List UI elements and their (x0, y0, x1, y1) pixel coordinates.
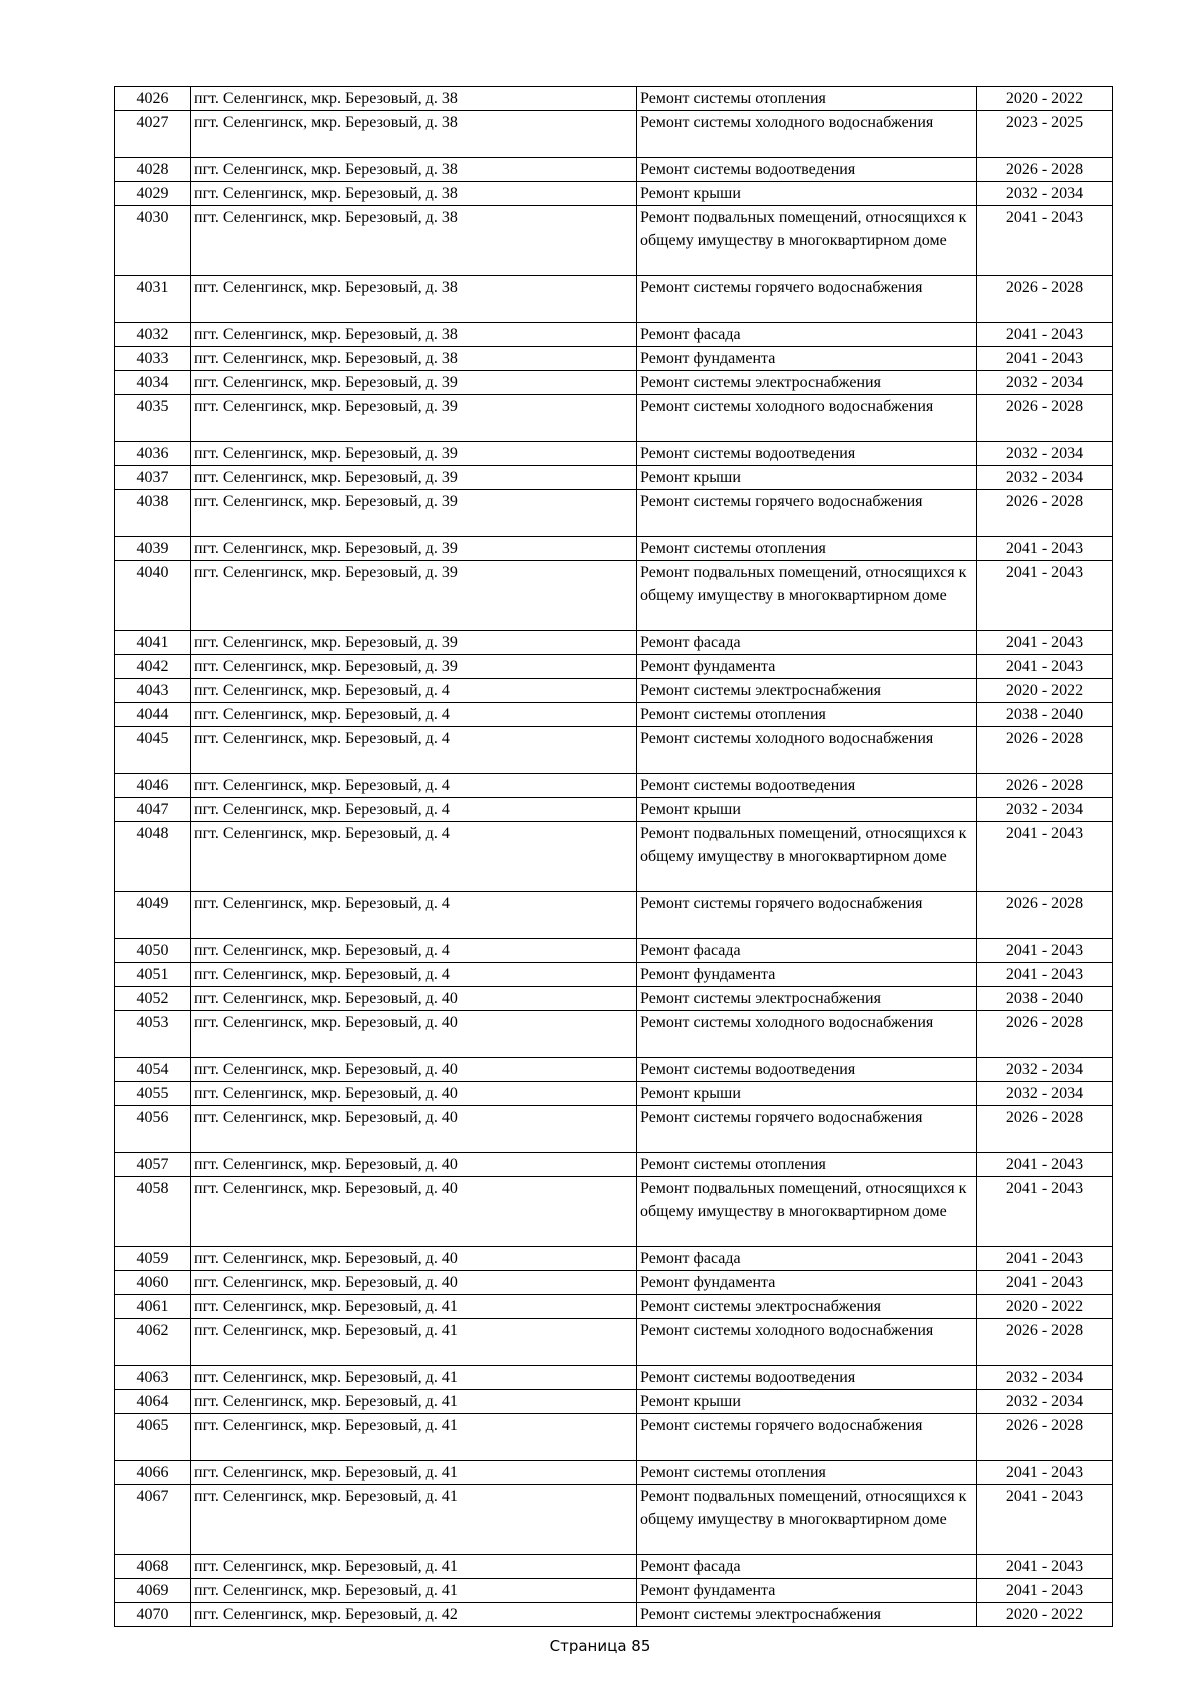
row-number-cell: 4027 (115, 111, 191, 158)
work-type-cell: Ремонт системы холодного водоснабжения (637, 727, 977, 774)
period-cell: 2032 - 2034 (977, 466, 1113, 490)
row-number-cell: 4044 (115, 703, 191, 727)
address-cell: пгт. Селенгинск, мкр. Березовый, д. 40 (191, 1177, 637, 1247)
address-cell: пгт. Селенгинск, мкр. Березовый, д. 40 (191, 987, 637, 1011)
address-cell: пгт. Селенгинск, мкр. Березовый, д. 38 (191, 87, 637, 111)
table-row (115, 892, 1113, 939)
work-type-cell: Ремонт системы водоотведения (637, 774, 977, 798)
period-cell: 2026 - 2028 (977, 490, 1113, 537)
row-number-cell: 4034 (115, 371, 191, 395)
table-row (115, 182, 1113, 206)
work-type-cell: Ремонт фундамента (637, 1579, 977, 1603)
table-row (115, 442, 1113, 466)
address-cell: пгт. Селенгинск, мкр. Березовый, д. 42 (191, 1603, 637, 1627)
period-cell: 2026 - 2028 (977, 158, 1113, 182)
table-row (115, 822, 1113, 892)
period-cell: 2023 - 2025 (977, 111, 1113, 158)
address-cell: пгт. Селенгинск, мкр. Березовый, д. 41 (191, 1319, 637, 1366)
work-type-cell: Ремонт подвальных помещений, относящихся к общему имуществу в многоквартирном доме (637, 1177, 977, 1247)
row-number-cell: 4035 (115, 395, 191, 442)
works-table (114, 86, 1113, 1627)
address-cell: пгт. Селенгинск, мкр. Березовый, д. 4 (191, 892, 637, 939)
period-cell: 2026 - 2028 (977, 1414, 1113, 1461)
work-type-cell: Ремонт крыши (637, 1082, 977, 1106)
row-number-cell: 4036 (115, 442, 191, 466)
period-cell: 2026 - 2028 (977, 1106, 1113, 1153)
row-number-cell: 4049 (115, 892, 191, 939)
period-cell: 2041 - 2043 (977, 347, 1113, 371)
table-row (115, 631, 1113, 655)
period-cell: 2026 - 2028 (977, 727, 1113, 774)
period-cell: 2041 - 2043 (977, 1485, 1113, 1555)
table-row (115, 1271, 1113, 1295)
table-row (115, 1319, 1113, 1366)
address-cell: пгт. Селенгинск, мкр. Березовый, д. 39 (191, 466, 637, 490)
work-type-cell: Ремонт системы холодного водоснабжения (637, 1011, 977, 1058)
address-cell: пгт. Селенгинск, мкр. Березовый, д. 4 (191, 703, 637, 727)
period-cell: 2041 - 2043 (977, 1153, 1113, 1177)
table-row (115, 1579, 1113, 1603)
work-type-cell: Ремонт подвальных помещений, относящихся к общему имуществу в многоквартирном доме (637, 1485, 977, 1555)
address-cell: пгт. Селенгинск, мкр. Березовый, д. 40 (191, 1247, 637, 1271)
work-type-cell: Ремонт крыши (637, 466, 977, 490)
table-row (115, 111, 1113, 158)
table-row (115, 655, 1113, 679)
row-number-cell: 4070 (115, 1603, 191, 1627)
work-type-cell: Ремонт системы водоотведения (637, 1366, 977, 1390)
address-cell: пгт. Селенгинск, мкр. Березовый, д. 40 (191, 1271, 637, 1295)
period-cell: 2032 - 2034 (977, 1082, 1113, 1106)
period-cell: 2038 - 2040 (977, 987, 1113, 1011)
period-cell: 2020 - 2022 (977, 87, 1113, 111)
table-row (115, 395, 1113, 442)
address-cell: пгт. Селенгинск, мкр. Березовый, д. 39 (191, 561, 637, 631)
period-cell: 2026 - 2028 (977, 276, 1113, 323)
table-row (115, 1106, 1113, 1153)
period-cell: 2032 - 2034 (977, 182, 1113, 206)
address-cell: пгт. Селенгинск, мкр. Березовый, д. 38 (191, 111, 637, 158)
period-cell: 2020 - 2022 (977, 679, 1113, 703)
address-cell: пгт. Селенгинск, мкр. Березовый, д. 39 (191, 655, 637, 679)
table-body (115, 87, 1113, 1627)
work-type-cell: Ремонт фундамента (637, 1271, 977, 1295)
row-number-cell: 4050 (115, 939, 191, 963)
address-cell: пгт. Селенгинск, мкр. Березовый, д. 39 (191, 537, 637, 561)
row-number-cell: 4062 (115, 1319, 191, 1366)
table-row (115, 987, 1113, 1011)
row-number-cell: 4060 (115, 1271, 191, 1295)
table-row (115, 323, 1113, 347)
address-cell: пгт. Селенгинск, мкр. Березовый, д. 41 (191, 1366, 637, 1390)
work-type-cell: Ремонт фасада (637, 631, 977, 655)
work-type-cell: Ремонт системы горячего водоснабжения (637, 276, 977, 323)
period-cell: 2032 - 2034 (977, 1058, 1113, 1082)
period-cell: 2026 - 2028 (977, 1319, 1113, 1366)
address-cell: пгт. Селенгинск, мкр. Березовый, д. 40 (191, 1058, 637, 1082)
work-type-cell: Ремонт подвальных помещений, относящихся к общему имуществу в многоквартирном доме (637, 822, 977, 892)
table-row (115, 1461, 1113, 1485)
work-type-cell: Ремонт системы отопления (637, 1153, 977, 1177)
row-number-cell: 4053 (115, 1011, 191, 1058)
row-number-cell: 4029 (115, 182, 191, 206)
work-type-cell: Ремонт фасада (637, 323, 977, 347)
table-row (115, 1058, 1113, 1082)
work-type-cell: Ремонт фундамента (637, 347, 977, 371)
table-row (115, 371, 1113, 395)
work-type-cell: Ремонт системы горячего водоснабжения (637, 892, 977, 939)
period-cell: 2020 - 2022 (977, 1603, 1113, 1627)
row-number-cell: 4040 (115, 561, 191, 631)
work-type-cell: Ремонт системы водоотведения (637, 1058, 977, 1082)
work-type-cell: Ремонт системы горячего водоснабжения (637, 1106, 977, 1153)
address-cell: пгт. Селенгинск, мкр. Березовый, д. 41 (191, 1390, 637, 1414)
work-type-cell: Ремонт системы отопления (637, 703, 977, 727)
row-number-cell: 4039 (115, 537, 191, 561)
address-cell: пгт. Селенгинск, мкр. Березовый, д. 39 (191, 442, 637, 466)
work-type-cell: Ремонт системы холодного водоснабжения (637, 1319, 977, 1366)
work-type-cell: Ремонт фундамента (637, 655, 977, 679)
work-type-cell: Ремонт системы водоотведения (637, 442, 977, 466)
period-cell: 2038 - 2040 (977, 703, 1113, 727)
work-type-cell: Ремонт системы отопления (637, 537, 977, 561)
work-type-cell: Ремонт системы горячего водоснабжения (637, 1414, 977, 1461)
table-row (115, 87, 1113, 111)
row-number-cell: 4031 (115, 276, 191, 323)
row-number-cell: 4047 (115, 798, 191, 822)
period-cell: 2020 - 2022 (977, 1295, 1113, 1319)
row-number-cell: 4064 (115, 1390, 191, 1414)
table-row (115, 347, 1113, 371)
address-cell: пгт. Селенгинск, мкр. Березовый, д. 4 (191, 727, 637, 774)
period-cell: 2041 - 2043 (977, 1247, 1113, 1271)
row-number-cell: 4055 (115, 1082, 191, 1106)
row-number-cell: 4065 (115, 1414, 191, 1461)
period-cell: 2041 - 2043 (977, 1579, 1113, 1603)
period-cell: 2032 - 2034 (977, 1366, 1113, 1390)
row-number-cell: 4026 (115, 87, 191, 111)
address-cell: пгт. Селенгинск, мкр. Березовый, д. 38 (191, 206, 637, 276)
table-row (115, 1177, 1113, 1247)
period-cell: 2041 - 2043 (977, 561, 1113, 631)
work-type-cell: Ремонт системы электроснабжения (637, 371, 977, 395)
table-row (115, 206, 1113, 276)
row-number-cell: 4066 (115, 1461, 191, 1485)
table-row (115, 1555, 1113, 1579)
row-number-cell: 4038 (115, 490, 191, 537)
work-type-cell: Ремонт системы холодного водоснабжения (637, 395, 977, 442)
table-row (115, 537, 1113, 561)
work-type-cell: Ремонт фасада (637, 1555, 977, 1579)
work-type-cell: Ремонт крыши (637, 1390, 977, 1414)
row-number-cell: 4058 (115, 1177, 191, 1247)
work-type-cell: Ремонт системы электроснабжения (637, 987, 977, 1011)
address-cell: пгт. Селенгинск, мкр. Березовый, д. 38 (191, 347, 637, 371)
work-type-cell: Ремонт системы электроснабжения (637, 679, 977, 703)
address-cell: пгт. Селенгинск, мкр. Березовый, д. 38 (191, 323, 637, 347)
period-cell: 2026 - 2028 (977, 395, 1113, 442)
work-type-cell: Ремонт подвальных помещений, относящихся к общему имуществу в многоквартирном доме (637, 561, 977, 631)
row-number-cell: 4054 (115, 1058, 191, 1082)
table-row (115, 158, 1113, 182)
address-cell: пгт. Селенгинск, мкр. Березовый, д. 4 (191, 774, 637, 798)
address-cell: пгт. Селенгинск, мкр. Березовый, д. 41 (191, 1461, 637, 1485)
period-cell: 2032 - 2034 (977, 371, 1113, 395)
address-cell: пгт. Селенгинск, мкр. Березовый, д. 38 (191, 276, 637, 323)
work-type-cell: Ремонт системы электроснабжения (637, 1295, 977, 1319)
address-cell: пгт. Селенгинск, мкр. Березовый, д. 41 (191, 1485, 637, 1555)
address-cell: пгт. Селенгинск, мкр. Березовый, д. 41 (191, 1555, 637, 1579)
period-cell: 2041 - 2043 (977, 1461, 1113, 1485)
row-number-cell: 4061 (115, 1295, 191, 1319)
table-row (115, 1295, 1113, 1319)
period-cell: 2026 - 2028 (977, 774, 1113, 798)
row-number-cell: 4052 (115, 987, 191, 1011)
row-number-cell: 4067 (115, 1485, 191, 1555)
address-cell: пгт. Селенгинск, мкр. Березовый, д. 40 (191, 1082, 637, 1106)
period-cell: 2041 - 2043 (977, 1271, 1113, 1295)
table-row (115, 679, 1113, 703)
work-type-cell: Ремонт системы водоотведения (637, 158, 977, 182)
work-type-cell: Ремонт фасада (637, 939, 977, 963)
work-type-cell: Ремонт фасада (637, 1247, 977, 1271)
row-number-cell: 4056 (115, 1106, 191, 1153)
address-cell: пгт. Селенгинск, мкр. Березовый, д. 40 (191, 1106, 637, 1153)
work-type-cell: Ремонт системы отопления (637, 87, 977, 111)
period-cell: 2041 - 2043 (977, 537, 1113, 561)
table-row (115, 490, 1113, 537)
address-cell: пгт. Селенгинск, мкр. Березовый, д. 41 (191, 1414, 637, 1461)
row-number-cell: 4063 (115, 1366, 191, 1390)
table-row (115, 1011, 1113, 1058)
work-type-cell: Ремонт крыши (637, 182, 977, 206)
table-row (115, 1390, 1113, 1414)
address-cell: пгт. Селенгинск, мкр. Березовый, д. 4 (191, 822, 637, 892)
row-number-cell: 4068 (115, 1555, 191, 1579)
address-cell: пгт. Селенгинск, мкр. Березовый, д. 41 (191, 1579, 637, 1603)
address-cell: пгт. Селенгинск, мкр. Березовый, д. 38 (191, 182, 637, 206)
row-number-cell: 4033 (115, 347, 191, 371)
period-cell: 2032 - 2034 (977, 798, 1113, 822)
row-number-cell: 4069 (115, 1579, 191, 1603)
row-number-cell: 4042 (115, 655, 191, 679)
table-row (115, 1603, 1113, 1627)
table-row (115, 1247, 1113, 1271)
work-type-cell: Ремонт системы горячего водоснабжения (637, 490, 977, 537)
period-cell: 2041 - 2043 (977, 939, 1113, 963)
table-row (115, 939, 1113, 963)
table-row (115, 1082, 1113, 1106)
table-row (115, 963, 1113, 987)
period-cell: 2032 - 2034 (977, 1390, 1113, 1414)
address-cell: пгт. Селенгинск, мкр. Березовый, д. 39 (191, 371, 637, 395)
period-cell: 2041 - 2043 (977, 631, 1113, 655)
address-cell: пгт. Селенгинск, мкр. Березовый, д. 41 (191, 1295, 637, 1319)
address-cell: пгт. Селенгинск, мкр. Березовый, д. 38 (191, 158, 637, 182)
address-cell: пгт. Селенгинск, мкр. Березовый, д. 40 (191, 1011, 637, 1058)
work-type-cell: Ремонт крыши (637, 798, 977, 822)
period-cell: 2041 - 2043 (977, 206, 1113, 276)
work-type-cell: Ремонт системы отопления (637, 1461, 977, 1485)
period-cell: 2041 - 2043 (977, 1555, 1113, 1579)
address-cell: пгт. Селенгинск, мкр. Березовый, д. 4 (191, 798, 637, 822)
table-row (115, 1414, 1113, 1461)
work-type-cell: Ремонт подвальных помещений, относящихся к общему имуществу в многоквартирном доме (637, 206, 977, 276)
period-cell: 2041 - 2043 (977, 1177, 1113, 1247)
row-number-cell: 4048 (115, 822, 191, 892)
period-cell: 2041 - 2043 (977, 655, 1113, 679)
work-type-cell: Ремонт системы холодного водоснабжения (637, 111, 977, 158)
address-cell: пгт. Селенгинск, мкр. Березовый, д. 40 (191, 1153, 637, 1177)
table-row (115, 561, 1113, 631)
row-number-cell: 4028 (115, 158, 191, 182)
table-row (115, 703, 1113, 727)
address-cell: пгт. Селенгинск, мкр. Березовый, д. 39 (191, 490, 637, 537)
work-type-cell: Ремонт фундамента (637, 963, 977, 987)
row-number-cell: 4037 (115, 466, 191, 490)
period-cell: 2026 - 2028 (977, 892, 1113, 939)
address-cell: пгт. Селенгинск, мкр. Березовый, д. 39 (191, 631, 637, 655)
address-cell: пгт. Селенгинск, мкр. Березовый, д. 4 (191, 963, 637, 987)
table-row (115, 1485, 1113, 1555)
period-cell: 2041 - 2043 (977, 323, 1113, 347)
table-row (115, 1366, 1113, 1390)
period-cell: 2032 - 2034 (977, 442, 1113, 466)
row-number-cell: 4051 (115, 963, 191, 987)
row-number-cell: 4043 (115, 679, 191, 703)
table-row (115, 276, 1113, 323)
table-row (115, 798, 1113, 822)
period-cell: 2026 - 2028 (977, 1011, 1113, 1058)
page-number: Страница 85 (549, 1637, 651, 1655)
table-row (115, 1153, 1113, 1177)
row-number-cell: 4045 (115, 727, 191, 774)
row-number-cell: 4059 (115, 1247, 191, 1271)
table-row (115, 466, 1113, 490)
row-number-cell: 4046 (115, 774, 191, 798)
period-cell: 2041 - 2043 (977, 822, 1113, 892)
table-row (115, 774, 1113, 798)
row-number-cell: 4032 (115, 323, 191, 347)
work-type-cell: Ремонт системы электроснабжения (637, 1603, 977, 1627)
row-number-cell: 4030 (115, 206, 191, 276)
row-number-cell: 4057 (115, 1153, 191, 1177)
address-cell: пгт. Селенгинск, мкр. Березовый, д. 39 (191, 395, 637, 442)
period-cell: 2041 - 2043 (977, 963, 1113, 987)
address-cell: пгт. Селенгинск, мкр. Березовый, д. 4 (191, 939, 637, 963)
row-number-cell: 4041 (115, 631, 191, 655)
table-row (115, 727, 1113, 774)
address-cell: пгт. Селенгинск, мкр. Березовый, д. 4 (191, 679, 637, 703)
